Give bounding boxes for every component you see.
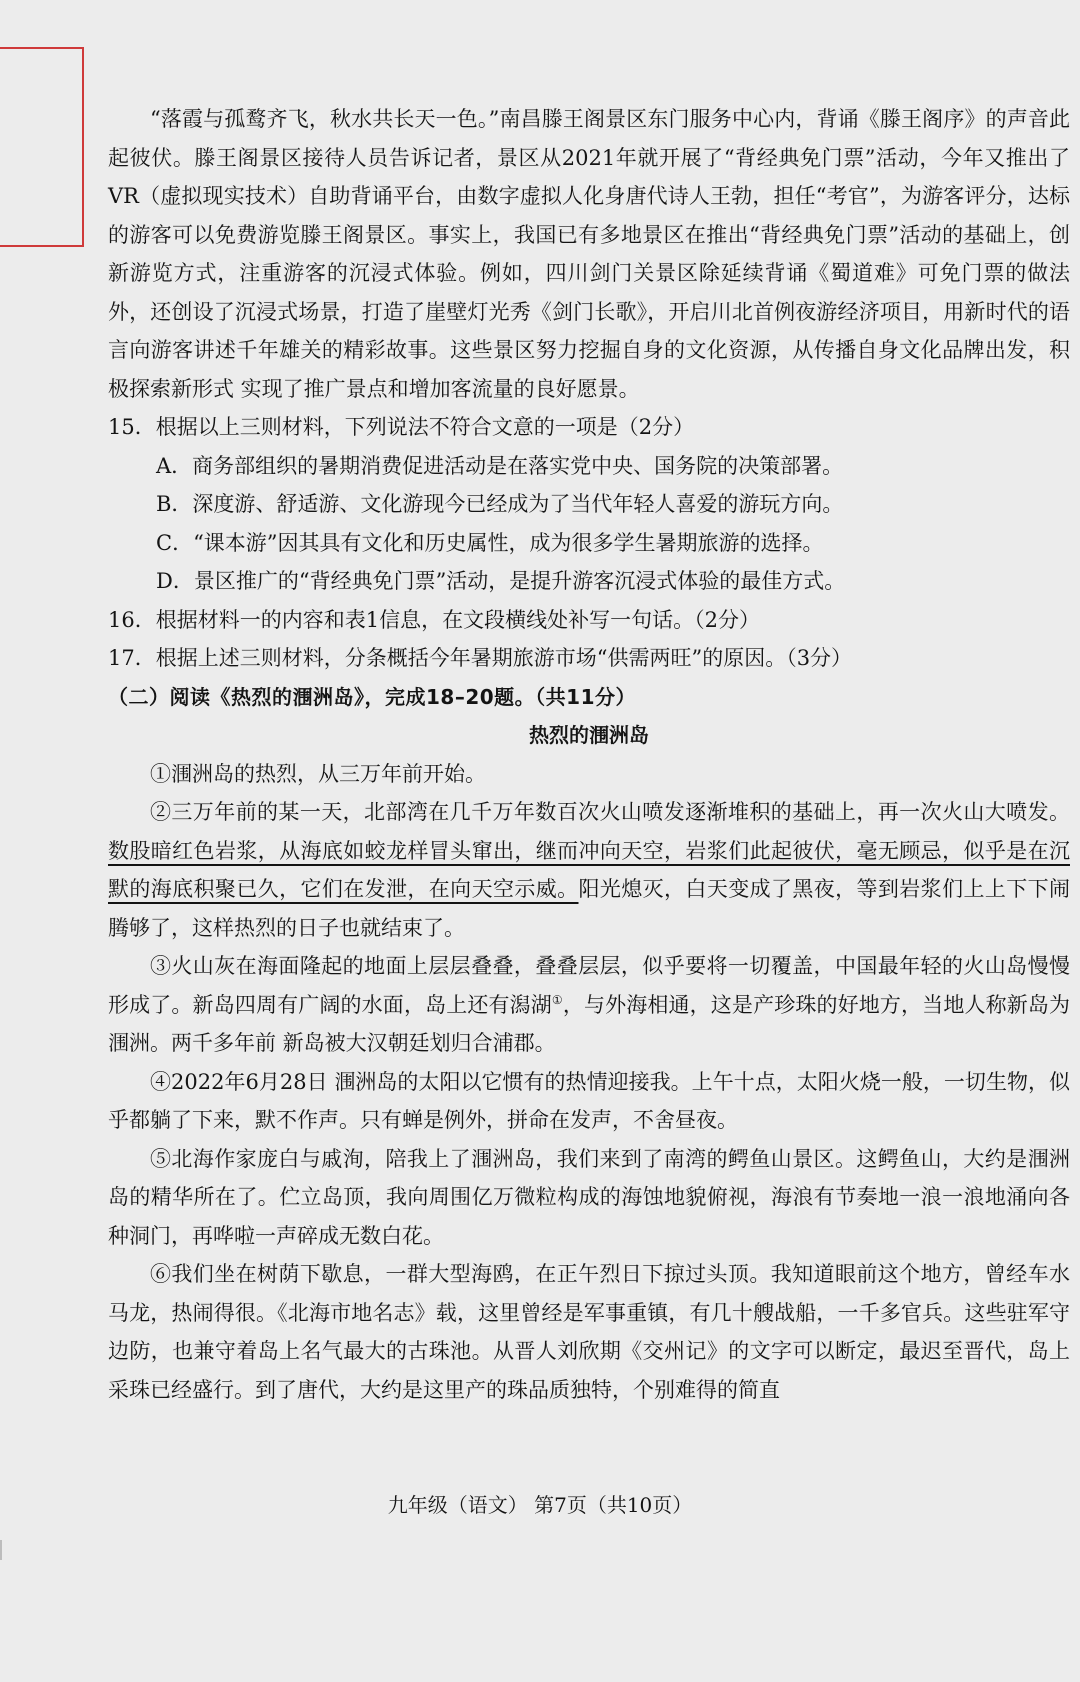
question-15-option-b: B．深度游、舒适游、文化游现今已经成为了当代年轻人喜爱的游玩方向。 <box>156 492 844 516</box>
article-paragraph-6: ⑥我们坐在树荫下歇息，一群大型海鸥，在正午烈日下掠过头顶。我知道眼前这个地方，曾经车水马龙，热闹得很。《北海市地名志》载，这里曾经是军事重镇，有几十艘战船，一千多官兵。这些驻军守边防，也兼守着岛上名气最大的古珠池。从晋人刘欣期《交州记》的文字可以断定，最迟至晋代，岛上采珠已经盛行。到了唐代，大约是这里产的珠品质独特，个别难得的简直 <box>108 1262 1070 1402</box>
paragraph-2-text-b: 阳光熄灭，白天变成了黑夜，等到岩浆们上上下下闹腾够了，这样热烈的日子也就结束了。 <box>108 877 1070 940</box>
question-15-option-d: D．景区推广的“背经典免门票”活动，是提升游客沉浸式体验的最佳方式。 <box>156 569 846 593</box>
paragraph-3-text-b: ，与外海相通，这是产珍珠的好地方，当地人称新岛为涠洲。两千多年前 新岛被大汉朝廷划归合浦郡。 <box>108 992 1071 1055</box>
article-paragraph-1: ①涠洲岛的热烈，从三万年前开始。 <box>150 761 486 786</box>
article-paragraph-3 <box>108 947 1070 1063</box>
question-17: 17．根据上述三则材料，分条概括今年暑期旅游市场“供需两旺”的原因。（3分） <box>108 646 853 670</box>
page-content <box>108 100 1070 1409</box>
question-16: 16．根据材料一的内容和表1信息，在文段横线处补写一句话。（2分） <box>108 607 760 632</box>
paragraph-3-text-a: ③火山灰在海面隆起的地面上层层叠叠，叠叠层层，似乎要将一切覆盖，中国最年轻的火山岛慢慢形成了。新岛四周有广阔的水面，岛上还有潟湖 <box>108 954 1070 1017</box>
article-title: 热烈的涠洲岛 <box>529 723 649 747</box>
material3-paragraph: “落霞与孤鹜齐飞，秋水共长天一色。”南昌滕王阁景区东门服务中心内，背诵《滕王阁序》的声音此起彼伏。滕王阁景区接待人员告诉记者，景区从2021年就开展了“背经典免门票”活动，今年又推出了VR（虚拟现实技术）自助背诵平台，由数字虚拟人化身唐代诗人王勃，担任“考官”，为游客评分，达标的游客可以免费游览滕王阁景区。事实上，我国已有多地景区在推出“背经典免门票”活动的基础上，创新游览方式，注重游客的沉浸式体验。例如，四川剑门关景区除延续背诵《蜀道难》可免门票的做法外，还创设了沉浸式场景，打造了崖壁灯光秀《剑门长歌》，开启川北首例夜游经济项目，用新时代的语言向游客讲述千年雄关的精彩故事。这些景区努力挖掘自身的文化资源，从传播自身文化品牌出发，积极探索新形式 实现了推广景点和增加客流量的良好愿景。 <box>108 107 1070 401</box>
section-2-heading: （二）阅读《热烈的涠洲岛》，完成18–20题。（共11分） <box>108 684 636 709</box>
article-paragraph-4: ④2022年6月28日 涠洲岛的太阳以它惯有的热情迎接我。上午十点，太阳火烧一般，一切生物，似乎都躺了下来，默不作声。只有蝉是例外，拼命在发声，不舍昼夜。 <box>108 1069 1070 1132</box>
question-15-option-c: C．“课本游”因其具有文化和历史属性，成为很多学生暑期旅游的选择。 <box>156 530 824 555</box>
question-15-stem: 15．根据以上三则材料，下列说法不符合文意的一项是（2分） <box>108 415 695 439</box>
scan-edge-mark <box>0 1540 2 1560</box>
underlined-sentence: 数股暗红色岩浆，从海底如蛟龙样冒头窜出，继而冲向天空，岩浆们此起彼伏，毫无顾忌，似乎是在沉默的海底积聚已久，它们在发泄，在向天空示威。 <box>108 838 1070 901</box>
footnote-marker: ① <box>551 992 563 1007</box>
article-paragraph-2 <box>108 793 1070 947</box>
question-15-option-a: A．商务部组织的暑期消费促进活动是在落实党中央、国务院的决策部署。 <box>156 453 844 478</box>
article-paragraph-5: ⑤北海作家庞白与戚洵，陪我上了涠洲岛，我们来到了南湾的鳄鱼山景区。这鳄鱼山，大约是涠洲岛的精华所在了。伫立岛顶，我向周围亿万微粒构成的海蚀地貌俯视，海浪有节奏地一浪一浪地涌向各种洞门，再哗啦一声碎成无数白花。 <box>108 1146 1070 1248</box>
page-footer: 九年级（语文） 第7页（共10页） <box>387 1493 693 1517</box>
margin-box <box>0 47 84 247</box>
paragraph-2-text-a: ②三万年前的某一天，北部湾在几千万年数百次火山喷发逐渐堆积的基础上，再一次火山大喷发。 <box>150 800 1070 824</box>
